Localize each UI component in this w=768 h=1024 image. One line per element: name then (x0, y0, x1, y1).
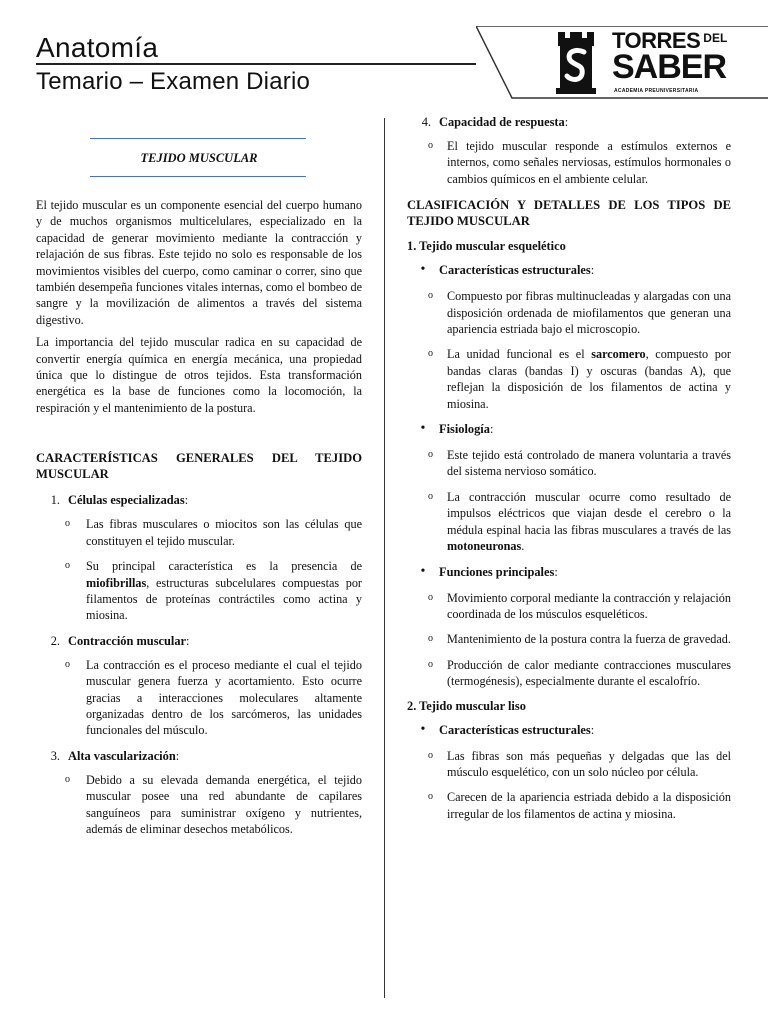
circle-bullet-icon: o (428, 633, 433, 645)
sub-item: o Debido a su elevada demanda energética, el tejido muscular posee una red abundante de capilares sanguíneos para suministrar oxígeno y nutrientes, además de eliminar desechos metabólicos. (36, 772, 362, 838)
sub-item: o Mantenimiento de la postura contra la fuerza de gravedad. (407, 631, 731, 647)
circle-bullet-icon: o (428, 140, 433, 151)
circle-bullet-icon: o (428, 490, 433, 502)
tower-icon (556, 32, 596, 94)
page-title: Temario – Examen Diario (36, 68, 311, 95)
characteristics-list (36, 492, 362, 837)
column-divider (384, 118, 385, 998)
bullet-label: Fisiología (439, 422, 490, 437)
bullet-item: • Características estructurales: (407, 722, 731, 738)
sub-item: o Movimiento corporal mediante la contracción y relajación coordinada de los músculos esqueléticos. (407, 590, 731, 623)
title-rule-top (90, 138, 306, 139)
list-item: 4. Capacidad de respuesta: (421, 115, 569, 129)
intro-paragraph: El tejido muscular es un componente esencial del cuerpo humano y de muchos organismos multicelulares, especializado en la capacidad de generar movimiento mediante la contracción y relajación de sus fibras. Este tejido no solo es responsable de los movimientos visibles del cuerpo, como caminar o correr, sino que también desempeña funciones vitales internas, como el bombeo de sangre y la movilización de alimentos a través del sistema digestivo. (36, 198, 362, 327)
list-item-label: Contracción muscular (68, 633, 187, 648)
circle-bullet-icon: o (428, 749, 433, 761)
circle-bullet-icon: o (65, 518, 70, 530)
logo-brand-line1: TORRES $^{DEL}$ (612, 28, 728, 53)
section-heading: CARACTERÍSTICAS GENERALES DEL TEJIDO MUSCULAR (36, 451, 362, 482)
circle-bullet-icon: o (428, 348, 433, 360)
type-title: 2. Tejido muscular liso (407, 698, 526, 713)
bullet-item: • Características estructurales: (407, 262, 731, 278)
type-title: 1. Tejido muscular esquelético (407, 239, 566, 254)
sub-item: o Producción de calor mediante contracciones musculares (termogénesis), especialmente durante el escalofrío. (407, 657, 731, 690)
circle-bullet-icon: o (428, 290, 433, 302)
circle-bullet-icon: o (428, 791, 433, 803)
bullet-dot-icon: • (420, 721, 426, 737)
title-rule-bottom (90, 176, 306, 177)
sub-item: o La contracción muscular ocurre como resultado de impulsos eléctricos que viajan desde el cerebro o la médula espinal hacia las fibras musculares a través de las motoneuronas. (407, 489, 731, 555)
sub-item: o El tejido muscular responde a estímulos externos e internos, como señales nerviosas, estímulos hormonales o cambios químicos en el ambiente celular. (407, 138, 731, 187)
sub-item: o La contracción es el proceso mediante el cual el tejido muscular genera fuerza y acortamiento. Esto ocurre gracias a interacciones moleculares altamente organizadas dentro de los sarcómeros, las unidades funcionales del músculo. (36, 657, 362, 739)
logo-brand-line2: SABER (612, 48, 727, 86)
section-title: TEJIDO MUSCULAR (140, 151, 258, 165)
circle-bullet-icon: o (428, 449, 433, 461)
circle-bullet-icon: o (65, 560, 70, 572)
intro-paragraph: La importancia del tejido muscular radica en su capacidad de convertir energía química en energía mecánica, una propiedad única que lo distingue de otros tejidos. Esta transformación energética es la base de funciones como la locomoción, la respiración y el mantenimiento de la postura. (36, 335, 362, 415)
bullet-label: Funciones principales (439, 564, 555, 579)
sub-item: o Las fibras musculares o miocitos son las células que constituyen el tejido muscular. (36, 516, 362, 549)
left-column (36, 130, 362, 846)
bullet-item: • Funciones principales: (407, 564, 731, 580)
circle-bullet-icon: o (428, 591, 433, 603)
bullet-label: Características estructurales (439, 722, 591, 737)
circle-bullet-icon: o (65, 773, 70, 785)
sub-item: o Carecen de la apariencia estriada debido a la disposición irregular de los filamentos de actina y miosina. (407, 789, 731, 822)
right-column (407, 114, 731, 831)
sub-item: o La unidad funcional es el sarcomero, compuesto por bandas claras (bandas I) y oscuras (bandas A), que reflejan la disposición de los filamentos de actina y miosina. (407, 346, 731, 412)
sub-item: o Este tejido está controlado de manera voluntaria a través del sistema nervioso somático. (407, 447, 731, 480)
section-heading: CLASIFICACIÓN Y DETALLES DE LOS TIPOS DE TEJIDO MUSCULAR (407, 198, 731, 229)
sub-item: o Su principal característica es la presencia de miofibrillas, estructuras subcelulares compuestas por filamentos de proteínas contráctiles como actina y miosina. (36, 558, 362, 624)
sub-item: o Compuesto por fibras multinucleadas y alargadas con una disposición ordenada de miofilamentos que generan una apariencia estriada bajo el microscopio. (407, 288, 731, 337)
logo-subtitle: ACADEMIA PREUNIVERSITARIA (614, 88, 699, 94)
bullet-label: Características estructurales (439, 263, 591, 278)
bullet-dot-icon: • (420, 563, 426, 579)
bullet-dot-icon: • (420, 262, 426, 278)
bullet-dot-icon: • (420, 421, 426, 437)
list-item-label: Capacidad de respuesta (439, 115, 565, 129)
type1-groups (407, 262, 731, 689)
list-item: 3. Alta vascularización: (50, 748, 180, 763)
circle-bullet-icon: o (65, 658, 70, 670)
list-item: 1. Células especializadas: (50, 493, 189, 508)
sub-item: o Las fibras son más pequeñas y delgadas que las del músculo esquelético, con un solo núcleo por célula. (407, 748, 731, 781)
subject-title: Anatomía (36, 32, 159, 63)
list-item-label: Alta vascularización (68, 748, 176, 763)
circle-bullet-icon: o (428, 658, 433, 670)
type2-groups (407, 722, 731, 823)
list-item: 2. Contracción muscular: (50, 633, 190, 648)
list-item-label: Células especializadas (68, 493, 185, 508)
bullet-item: • Fisiología: (407, 421, 731, 437)
header-rule (36, 63, 476, 65)
